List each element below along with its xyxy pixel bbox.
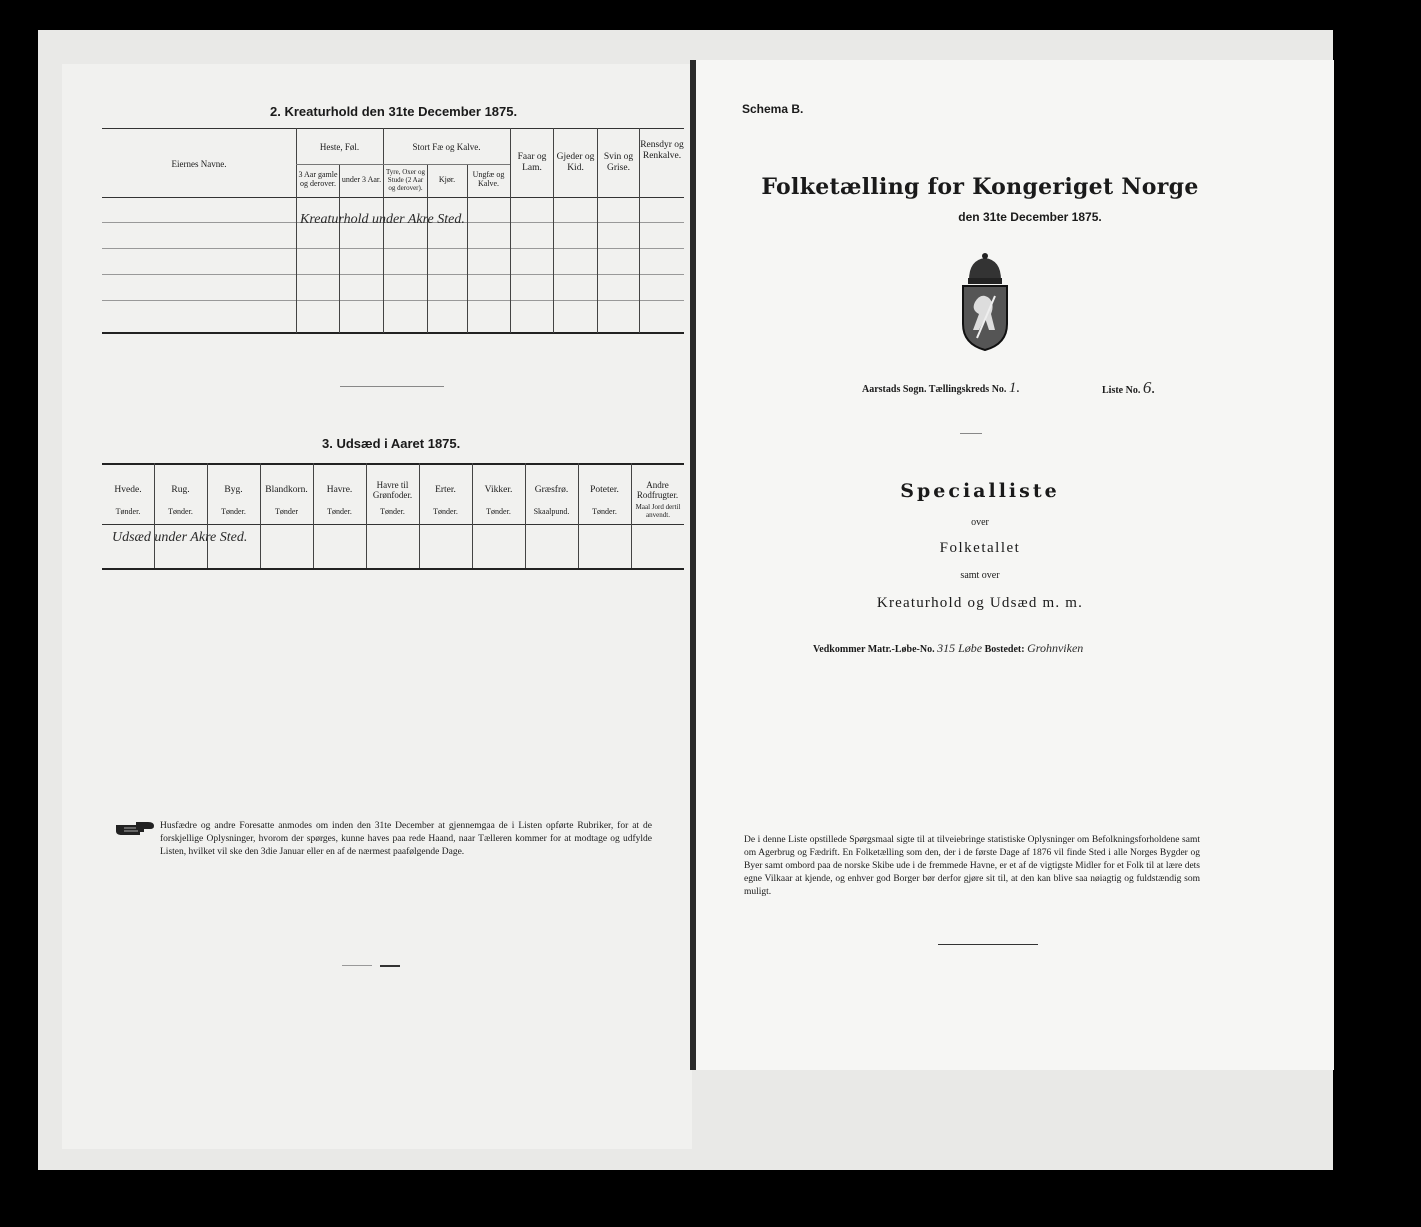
cattle-cows-header: Kjør. — [438, 175, 456, 184]
kreds-label: Tællingskreds No. — [928, 384, 1007, 395]
over-text: over — [971, 517, 989, 528]
seed-unit: Tønder. — [115, 507, 141, 516]
bosted-label: Bostedet: — [984, 644, 1025, 655]
document-date: den 31te December 1875. — [958, 210, 1102, 224]
schema-label: Schema B. — [742, 102, 804, 116]
pointing-hand-icon — [114, 820, 156, 838]
matr-label: Vedkommer Matr.-Løbe-No. — [813, 644, 935, 655]
owner-column-header: Eiernes Navne. — [171, 159, 227, 169]
seed-unit: Tønder. — [221, 507, 246, 516]
seed-col-header: Vikker. — [484, 485, 513, 495]
notice-paragraph: Husfædre og andre Foresatte anmodes om inden den 31te December at gjennemgaa de i Listen opførte Rubriker, for at de forskjellige Oplysninger, hvorom der spørges, kunne haves paa rede Haand, naar Tælleren kommer for at modtage og udfylde Listen, hvilket vil ske den 3die Januar eller en af de nærmest paafølgende Dage. — [160, 821, 652, 857]
seed-table-bottom — [102, 568, 684, 570]
livestock-title: 2. Kreaturhold den 31te December 1875. — [270, 104, 518, 119]
reindeer-header: Rensdyr og Renkalve. — [640, 140, 684, 161]
livestock-handwritten-entry: Kreaturhold under Akre Sted. — [300, 212, 465, 227]
seed-handwritten-entry: Udsæd under Akre Sted. — [112, 530, 248, 545]
seed-unit: Tønder. — [433, 507, 458, 516]
seed-col-header: Byg. — [224, 485, 243, 495]
seed-col-header: Græsfrø. — [534, 485, 569, 495]
sogn-label: Aarstads Sogn. — [862, 384, 927, 395]
samt-over-text: samt over — [960, 570, 1000, 581]
bosted-value: Grohnviken — [1027, 641, 1084, 655]
seed-unit: Tønder. — [592, 507, 617, 516]
page-fold — [690, 60, 696, 1070]
seed-table-top — [102, 463, 684, 465]
liste-value: 6. — [1142, 378, 1156, 397]
cattle-bulls-header: Tyre, Oxer og Stude (2 Aar og derover). — [386, 168, 425, 192]
seed-col-header: Andre Rodfrugter. — [636, 480, 679, 500]
seed-unit: Tønder. — [380, 507, 405, 516]
seed-unit: Maal Jord dertil anvendt. — [635, 503, 681, 519]
seed-title: 3. Udsæd i Aaret 1875. — [322, 436, 461, 451]
folketallet-text: Folketallet — [939, 540, 1021, 556]
seed-col-header: Erter. — [435, 485, 456, 495]
seed-unit: Tønder. — [486, 507, 511, 516]
pigs-header: Svin og Grise. — [603, 152, 634, 173]
kreaturhold-text: Kreaturhold og Udsæd m. m. — [876, 595, 1084, 611]
seed-col-header: Poteter. — [590, 485, 619, 495]
seed-col-header: Blandkorn. — [265, 485, 308, 495]
seed-col-header: Havre til Grønfoder. — [372, 480, 413, 500]
seed-unit: Tønder. — [327, 507, 352, 516]
info-paragraph: De i denne Liste opstillede Spørgsmaal sigte til at tilveiebringe statistiske Oplysninger om Befolkningsforholdene samt om Agerbrug og Fædrift. En Folketælling som den, der i de første Dage af 1876 vil finde Sted i alle Norges Bygder og Byer samt ombord paa de norske Skibe ude i de fremmede Havne, er et af de vigtigste Midler for et Folk til at lære dets egne Vilkaar at kjende, og enhver god Borger bør derfor gjøre sit til, at den kan blive saa nøiagtig og fuldstændig som muligt. — [744, 835, 1200, 897]
cattle-young-header: Ungfæ og Kalve. — [472, 170, 505, 188]
closing-rule — [938, 944, 1038, 945]
goats-header: Gjeder og Kid. — [556, 152, 595, 173]
matr-value: 315 Løbe — [937, 641, 983, 655]
coat-of-arms-icon — [955, 252, 1015, 352]
seed-col-header: Havre. — [326, 485, 353, 495]
seed-header-bottom — [102, 524, 684, 525]
horses-adult-header: 3 Aar gamle og derover. — [298, 170, 338, 188]
seed-col-header: Rug. — [171, 485, 190, 495]
sheep-header: Faar og Lam. — [517, 152, 547, 173]
horses-header: Heste, Føl. — [319, 142, 360, 152]
document-title: Folketælling for Kongeriget Norge — [761, 174, 1199, 200]
seed-col-header: Hvede. — [114, 485, 142, 495]
horses-young-header: under 3 Aar. — [341, 175, 382, 184]
specialliste-title: Specialliste — [900, 480, 1060, 502]
kreds-value: 1. — [1008, 380, 1021, 396]
cattle-header: Stort Fæ og Kalve. — [412, 142, 481, 152]
seed-unit: Tønder — [274, 507, 299, 516]
separator — [340, 386, 444, 387]
seed-unit: Tønder. — [168, 507, 193, 516]
seed-unit: Skaalpund. — [533, 507, 570, 516]
liste-label: Liste No. — [1102, 385, 1141, 396]
